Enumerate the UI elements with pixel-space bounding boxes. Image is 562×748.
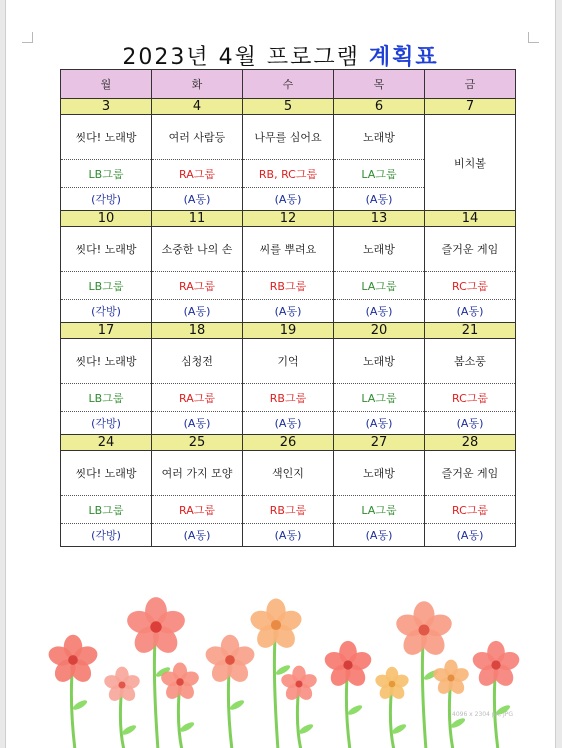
weekday-header: 목 — [334, 70, 425, 99]
date-cell: 20 — [334, 323, 425, 339]
date-cell: 10 — [61, 211, 152, 227]
place-row — [61, 524, 516, 547]
place-row — [61, 300, 516, 323]
date-cell: 5 — [243, 99, 334, 115]
place-cell: (A동) — [334, 412, 425, 435]
group-cell: RB그룹 — [243, 384, 334, 412]
title-main: 2023년 4월 프로그램 — [122, 45, 360, 70]
place-cell: (A동) — [334, 300, 425, 323]
group-cell: RC그룹 — [425, 496, 516, 524]
program-row — [61, 115, 516, 160]
program-cell: 소중한 나의 손 — [152, 227, 243, 272]
program-cell: 노래방 — [334, 451, 425, 496]
group-cell: LB그룹 — [61, 496, 152, 524]
program-cell: 나무를 심어요 — [243, 115, 334, 160]
place-row — [61, 412, 516, 435]
group-row — [61, 384, 516, 412]
flower-illustration — [6, 590, 557, 748]
date-cell: 13 — [334, 211, 425, 227]
flower-icon — [470, 641, 521, 748]
date-cell: 4 — [152, 99, 243, 115]
place-cell: (A동) — [243, 188, 334, 211]
group-cell: RC그룹 — [425, 272, 516, 300]
group-cell: RB, RC그룹 — [243, 160, 334, 188]
flower-icon — [159, 662, 201, 748]
date-cell: 6 — [334, 99, 425, 115]
program-row — [61, 339, 516, 384]
place-cell: (A동) — [152, 188, 243, 211]
flower-icon — [46, 635, 100, 748]
group-cell: LB그룹 — [61, 272, 152, 300]
place-cell: (A동) — [425, 412, 516, 435]
date-cell: 28 — [425, 435, 516, 451]
date-cell: 17 — [61, 323, 152, 339]
program-cell: 심청전 — [152, 339, 243, 384]
program-cell: 비치볼 — [425, 115, 516, 211]
program-cell: 씻다! 노래방 — [61, 115, 152, 160]
place-cell: (각방) — [61, 300, 152, 323]
place-cell: (각방) — [61, 188, 152, 211]
group-cell: LA그룹 — [334, 160, 425, 188]
date-cell: 14 — [425, 211, 516, 227]
date-cell: 18 — [152, 323, 243, 339]
program-cell: 여러 사람등 — [152, 115, 243, 160]
page-title — [6, 40, 555, 71]
date-cell: 25 — [152, 435, 243, 451]
place-cell: (A동) — [425, 300, 516, 323]
place-cell: (각방) — [61, 412, 152, 435]
weekday-header-row — [61, 70, 516, 99]
program-cell: 즐거운 게임 — [425, 451, 516, 496]
group-cell: RA그룹 — [152, 160, 243, 188]
flower-icon — [322, 641, 373, 748]
group-cell: RC그룹 — [425, 384, 516, 412]
document-page — [5, 0, 556, 748]
place-cell: (각방) — [61, 524, 152, 547]
date-cell: 27 — [334, 435, 425, 451]
program-cell: 기억 — [243, 339, 334, 384]
group-cell: RA그룹 — [152, 384, 243, 412]
program-row — [61, 227, 516, 272]
group-row — [61, 496, 516, 524]
weekday-header: 화 — [152, 70, 243, 99]
place-cell: (A동) — [152, 412, 243, 435]
date-cell: 19 — [243, 323, 334, 339]
flower-icon — [203, 635, 257, 748]
date-cell: 24 — [61, 435, 152, 451]
place-cell: (A동) — [243, 412, 334, 435]
place-cell: (A동) — [152, 300, 243, 323]
date-row — [61, 323, 516, 339]
group-cell: RA그룹 — [152, 496, 243, 524]
group-cell: LA그룹 — [334, 272, 425, 300]
group-cell: LB그룹 — [61, 160, 152, 188]
weekday-header: 월 — [61, 70, 152, 99]
program-cell: 노래방 — [334, 339, 425, 384]
group-cell: RB그룹 — [243, 272, 334, 300]
place-cell: (A동) — [243, 300, 334, 323]
place-cell: (A동) — [334, 188, 425, 211]
image-caption: 4096 x 2304 px, JPG — [452, 711, 514, 718]
weekday-header: 금 — [425, 70, 516, 99]
place-cell: (A동) — [334, 524, 425, 547]
weekday-header: 수 — [243, 70, 334, 99]
flower-icon — [374, 667, 411, 748]
group-row — [61, 272, 516, 300]
program-cell: 씨를 뿌려요 — [243, 227, 334, 272]
date-row — [61, 99, 516, 115]
flower-icon — [279, 666, 318, 748]
program-cell: 봄소풍 — [425, 339, 516, 384]
group-cell: RB그룹 — [243, 496, 334, 524]
program-cell: 씻다! 노래방 — [61, 339, 152, 384]
flower-icon — [431, 660, 470, 748]
date-cell: 12 — [243, 211, 334, 227]
program-cell: 노래방 — [334, 115, 425, 160]
title-accent: 계획표 — [368, 45, 439, 70]
program-cell: 씻다! 노래방 — [61, 451, 152, 496]
schedule-table — [60, 69, 516, 547]
group-cell: LB그룹 — [61, 384, 152, 412]
group-cell: LA그룹 — [334, 496, 425, 524]
date-row — [61, 211, 516, 227]
date-row — [61, 435, 516, 451]
place-cell: (A동) — [425, 524, 516, 547]
program-cell: 여러 가지 모양 — [152, 451, 243, 496]
program-cell: 씻다! 노래방 — [61, 227, 152, 272]
date-cell: 3 — [61, 99, 152, 115]
date-cell: 26 — [243, 435, 334, 451]
group-cell: RA그룹 — [152, 272, 243, 300]
place-cell: (A동) — [243, 524, 334, 547]
program-row — [61, 451, 516, 496]
program-cell: 즐거운 게임 — [425, 227, 516, 272]
date-cell: 11 — [152, 211, 243, 227]
flower-icon — [102, 667, 141, 748]
program-cell: 색인지 — [243, 451, 334, 496]
group-cell: LA그룹 — [334, 384, 425, 412]
date-cell: 7 — [425, 99, 516, 115]
place-cell: (A동) — [152, 524, 243, 547]
date-cell: 21 — [425, 323, 516, 339]
program-cell: 노래방 — [334, 227, 425, 272]
